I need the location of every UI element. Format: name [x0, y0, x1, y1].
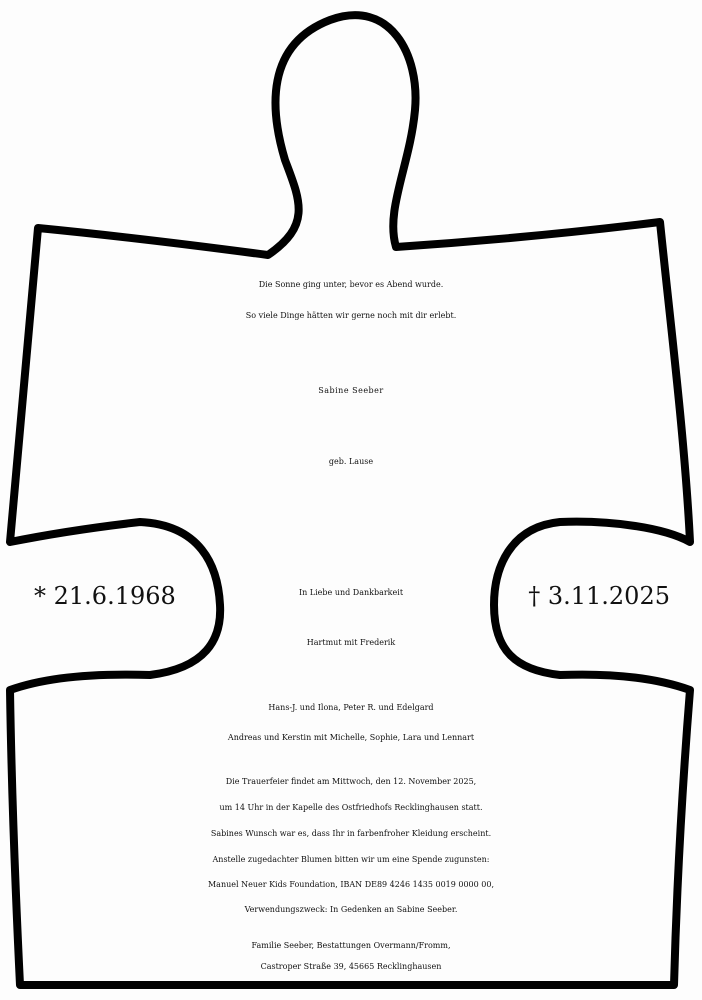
deceased-name: Sabine Seeber	[318, 386, 384, 395]
notice-line-3: Sabines Wunsch war es, dass Ihr in farbenfroher Kleidung erscheint.	[210, 829, 492, 838]
mourners-family-1: Hans-J. und Ilona, Peter R. und Edelgard	[268, 703, 434, 712]
quote-line-1: Die Sonne ging unter, bevor es Abend wurde.	[258, 280, 444, 289]
mourners-intro: In Liebe und Dankbarkeit	[298, 588, 404, 597]
quote-line-2: So viele Dinge hätten wir gerne noch mit dir erlebt.	[245, 311, 457, 320]
notice-line-5: Manuel Neuer Kids Foundation, IBAN DE89 4246 1435 0019 0000 00,	[207, 880, 494, 889]
notice-line-4: Anstelle zugedachter Blumen bitten wir um eine Spende zugunsten:	[212, 855, 490, 864]
notice-line-6: Verwendungszweck: In Gedenken an Sabine Seeber.	[244, 905, 458, 914]
maiden-name: geb. Lause	[328, 457, 374, 466]
notice-line-1: Die Trauerfeier findet am Mittwoch, den 12. November 2025,	[225, 777, 477, 786]
death-date: † 3.11.2025	[528, 582, 670, 610]
puzzle-outline	[10, 15, 690, 985]
footer-line-2: Castroper Straße 39, 45665 Recklinghausen	[260, 962, 442, 971]
birth-date: * 21.6.1968	[34, 582, 176, 610]
mourners-family-2: Andreas und Kerstin mit Michelle, Sophie, Lara und Lennart	[227, 733, 475, 742]
notice-line-2: um 14 Uhr in der Kapelle des Ostfriedhofs Recklinghausen statt.	[219, 803, 483, 812]
mourners-primary: Hartmut mit Frederik	[306, 638, 396, 647]
footer-line-1: Familie Seeber, Bestattungen Overmann/Fromm,	[251, 941, 451, 950]
